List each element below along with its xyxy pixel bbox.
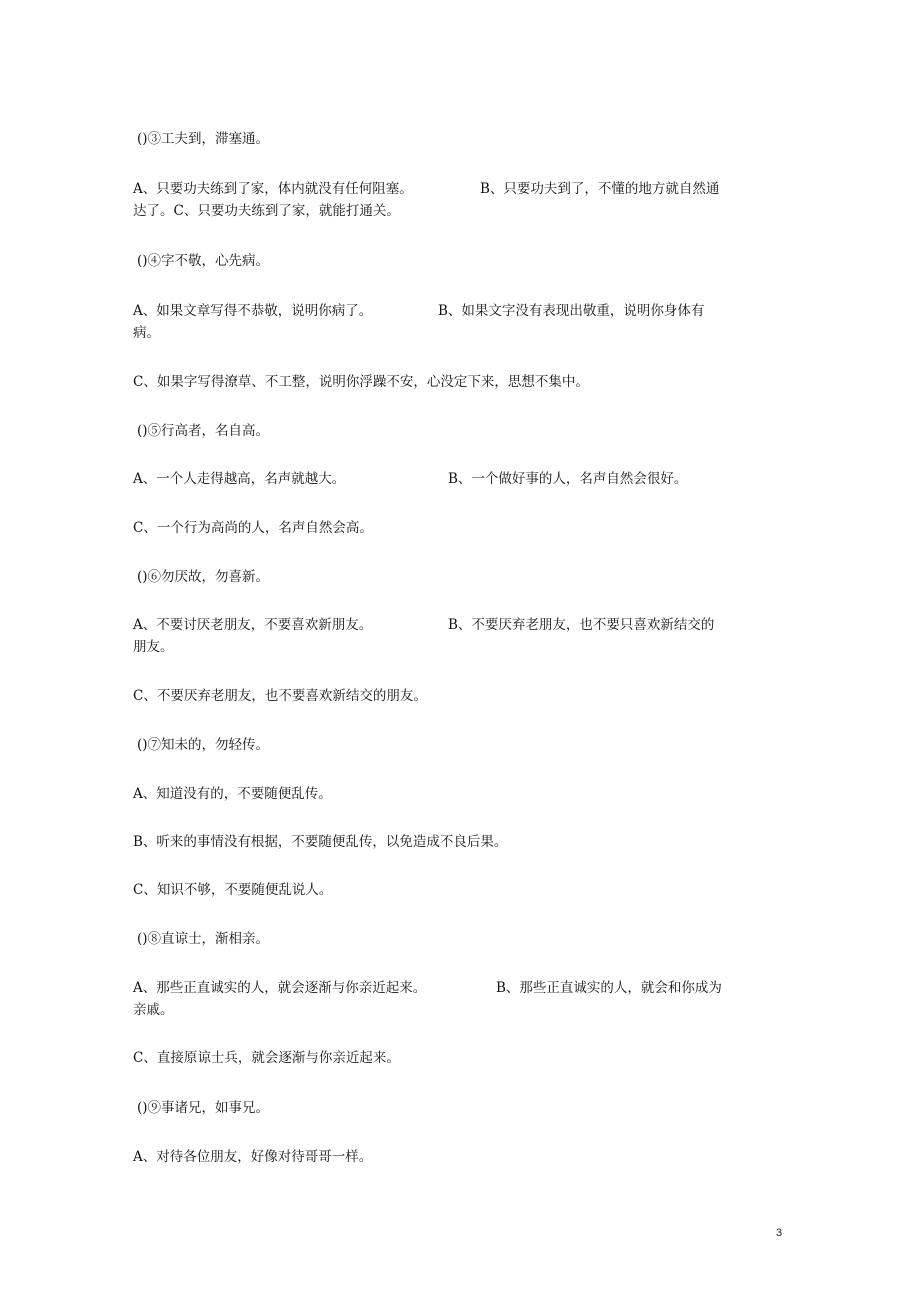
question-3-prompt: ()③工夫到，滞塞通。	[137, 131, 270, 147]
question-6-option-c: C、不要厌弃老朋友，也不要喜欢新结交的朋友。	[133, 688, 427, 704]
question-4-option-a: A、如果文章写得不恭敬，说明你病了。	[133, 303, 373, 319]
question-9-prompt: ()⑨事诸兄，如事兄。	[137, 1100, 270, 1116]
question-6-prompt: ()⑥勿厌故，勿喜新。	[137, 569, 270, 585]
question-7-prompt: ()⑦知未的，勿轻传。	[137, 737, 270, 753]
question-5-option-a: A、一个人走得越高，名声就越大。	[133, 471, 346, 487]
question-8-option-a: A、那些正直诚实的人，就会逐渐与你亲近起来。	[133, 980, 427, 996]
question-8-options-line-1	[133, 977, 753, 999]
question-5-option-c: C、一个行为高尚的人，名声自然会高。	[133, 520, 373, 536]
question-3-option-a: A、只要功夫练到了家，体内就没有任何阻塞。	[133, 181, 413, 197]
question-7-option-c: C、知识不够，不要随便乱说人。	[133, 882, 333, 898]
question-6-options-line-1	[133, 614, 753, 636]
question-8-option-b: B、那些正直诚实的人，就会和你成为	[496, 980, 722, 996]
question-5-option-b: B、一个做好事的人，名声自然会很好。	[448, 471, 688, 487]
question-4-options-line-1	[133, 300, 753, 322]
question-4-prompt: ()④字不敬，心先病。	[137, 253, 270, 269]
question-7-option-a: A、知道没有的，不要随便乱传。	[133, 786, 332, 802]
question-8-prompt: ()⑧直谅士，渐相亲。	[137, 931, 270, 947]
question-3-options-line-1	[133, 178, 753, 200]
question-9-option-a: A、对待各位朋友，好像对待哥哥一样。	[133, 1149, 373, 1165]
question-3-option-b: B、只要功夫到了，不懂的地方就自然通	[480, 181, 720, 197]
question-6-options-line-2: 朋友。	[133, 639, 174, 655]
page-number: 3	[776, 1227, 783, 1239]
question-3-options-line-2: 达了。C、只要功夫练到了家，就能打通关。	[133, 203, 400, 219]
question-6-option-b: B、不要厌弃老朋友，也不要只喜欢新结交的	[448, 617, 715, 633]
question-4-option-b: B、如果文字没有表现出敬重，说明你身体有	[438, 303, 705, 319]
question-5-prompt: ()⑤行高者，名自高。	[137, 423, 270, 439]
question-4-options-line-2: 病。	[133, 325, 160, 341]
question-4-option-c: C、如果字写得潦草、不工整，说明你浮躁不安，心没定下来，思想不集中。	[133, 374, 589, 390]
question-7-option-b: B、听来的事情没有根据，不要随便乱传，以免造成不良后果。	[133, 834, 508, 850]
question-8-option-c: C、直接原谅士兵，就会逐渐与你亲近起来。	[133, 1050, 400, 1066]
question-8-options-line-2: 亲戚。	[133, 1002, 174, 1018]
question-6-option-a: A、不要讨厌老朋友，不要喜欢新朋友。	[133, 617, 373, 633]
question-5-options-line-1	[133, 468, 753, 490]
